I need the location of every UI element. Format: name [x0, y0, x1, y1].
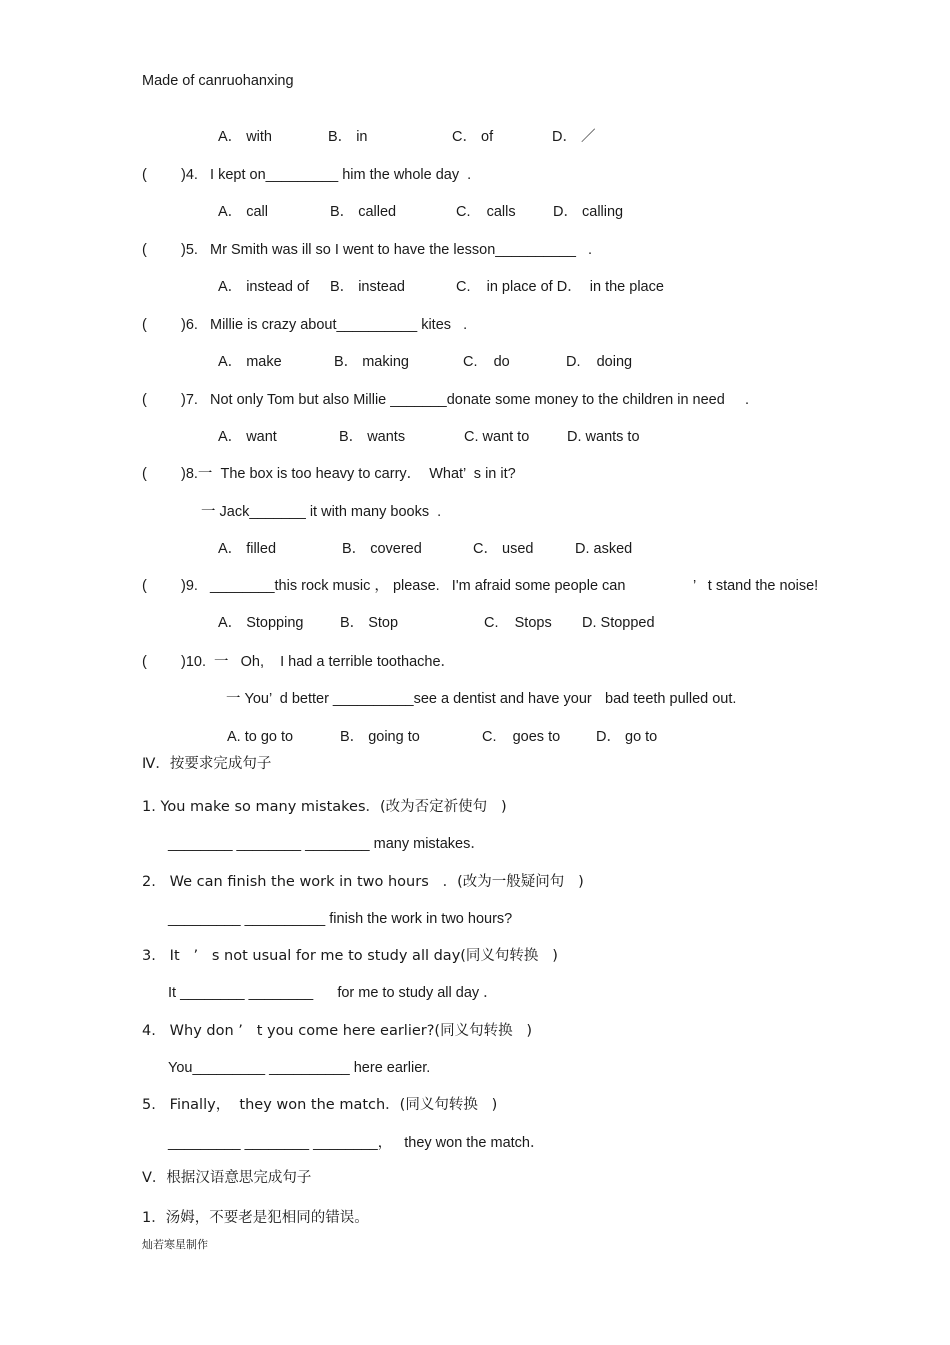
q7-stem: )7. Not only Tom but also Millie _______donate some money to the children in need .	[181, 392, 749, 408]
q9-option-b: B． Stop	[340, 615, 399, 631]
q8-option-b: B． covered	[342, 541, 422, 557]
q4-option-a: A． call	[218, 204, 268, 220]
q6-option-d: D. doing	[566, 354, 633, 370]
q4-option-b: B． called	[330, 204, 397, 220]
q10-option-b: B． going to	[340, 729, 420, 745]
s4-a2: _________ __________ finish the work in two hours?	[168, 911, 513, 927]
q9-stem: )9. ________this rock music ， please. I'm afraid some people can	[181, 578, 626, 594]
q4-stem: )4. I kept on_________ him the whole day .	[181, 167, 472, 183]
q5-option-a: A． instead of	[218, 279, 310, 295]
q5-stem: )5. Mr Smith was ill so I went to have the lesson__________ .	[181, 242, 593, 258]
q7-option-d: D. wants to	[567, 429, 640, 445]
q7-option-c: C. want to	[464, 429, 530, 445]
q6-option-c: C. do	[463, 354, 510, 370]
q10-stem: )10. 一 Oh, I had a terrible toothache．	[181, 654, 456, 670]
q8-option-c: C． used	[473, 541, 534, 557]
q5-option-b: B． instead	[330, 279, 405, 295]
q10-paren: (	[142, 654, 147, 670]
q4-option-c: C. calls	[456, 204, 516, 220]
q10-option-d: D． go to	[596, 729, 658, 745]
section-4-title: Ⅳ．按要求完成句子	[142, 756, 272, 772]
q7-option-b: B． wants	[339, 429, 406, 445]
q3-option-b: B． in	[328, 129, 368, 145]
q3-option-a: A． with	[218, 129, 272, 145]
q7-option-a: A． want	[218, 429, 277, 445]
q9-option-d: D. Stopped	[582, 615, 655, 631]
s4-q5: 5. Finally， they won the match．(同义句转换 )	[142, 1097, 498, 1113]
section-5-title: Ⅴ．根据汉语意思完成句子	[142, 1170, 312, 1186]
s4-a5: _________ ________ ________， they won the match．	[168, 1135, 545, 1151]
q6-stem: )6. Millie is crazy about__________ kites .	[181, 317, 468, 333]
q8-option-a: A． filled	[218, 541, 277, 557]
q10-line2-tail: bad teeth pulled out.	[605, 691, 737, 707]
q6-option-b: B． making	[334, 354, 409, 370]
q10-option-a: A. to go to	[227, 729, 294, 745]
q8-option-d: D. asked	[575, 541, 633, 557]
s4-q1: 1. You make so many mistakes．(改为否定祈使句 )	[142, 799, 507, 815]
page-header: Made of canruohanxing	[142, 73, 294, 89]
q5-paren: (	[142, 242, 147, 258]
s4-a3: It ________ ________ for me to study all day ．	[168, 985, 498, 1001]
q5-option-c: C. in place of D． in the place	[456, 279, 664, 295]
s4-a1: ________ ________ ________ many mistakes．	[168, 836, 485, 852]
s4-a4: You_________ __________ here earlier.	[168, 1060, 431, 1076]
q9-option-c: C. Stops	[484, 615, 552, 631]
q8-line2: 一 Jack_______ it with many books .	[201, 504, 442, 520]
q3-option-d: D． ／	[552, 129, 596, 145]
s4-q4: 4. Why don ’ t you come here earlier?(同义句转换 )	[142, 1023, 533, 1039]
q9-stem-tail: ’ t stand the noise!	[693, 578, 819, 594]
q6-option-a: A． make	[218, 354, 282, 370]
q9-option-a: A． Stopping	[218, 615, 304, 631]
q6-paren: (	[142, 317, 147, 333]
q10-line2: 一 You’ d better __________see a dentist and have your	[226, 691, 592, 707]
q4-paren: (	[142, 167, 147, 183]
s5-q1: 1．汤姆，不要老是犯相同的错误。	[142, 1210, 369, 1226]
s4-q3: 3. It ’ s not usual for me to study all day(同义句转换 )	[142, 948, 558, 964]
q8-paren: (	[142, 466, 147, 482]
q4-option-d: D． calling	[553, 204, 624, 220]
q8-stem: )8.一 The box is too heavy to carry． What’ s in it?	[181, 466, 516, 482]
page-footer: 灿若寒星制作	[142, 1238, 208, 1251]
q3-option-c: C． of	[452, 129, 494, 145]
q9-paren: (	[142, 578, 147, 594]
q7-paren: (	[142, 392, 147, 408]
q10-option-c: C. goes to	[482, 729, 561, 745]
s4-q2: 2. We can finish the work in two hours ．(改为一般疑问句 )	[142, 874, 584, 890]
